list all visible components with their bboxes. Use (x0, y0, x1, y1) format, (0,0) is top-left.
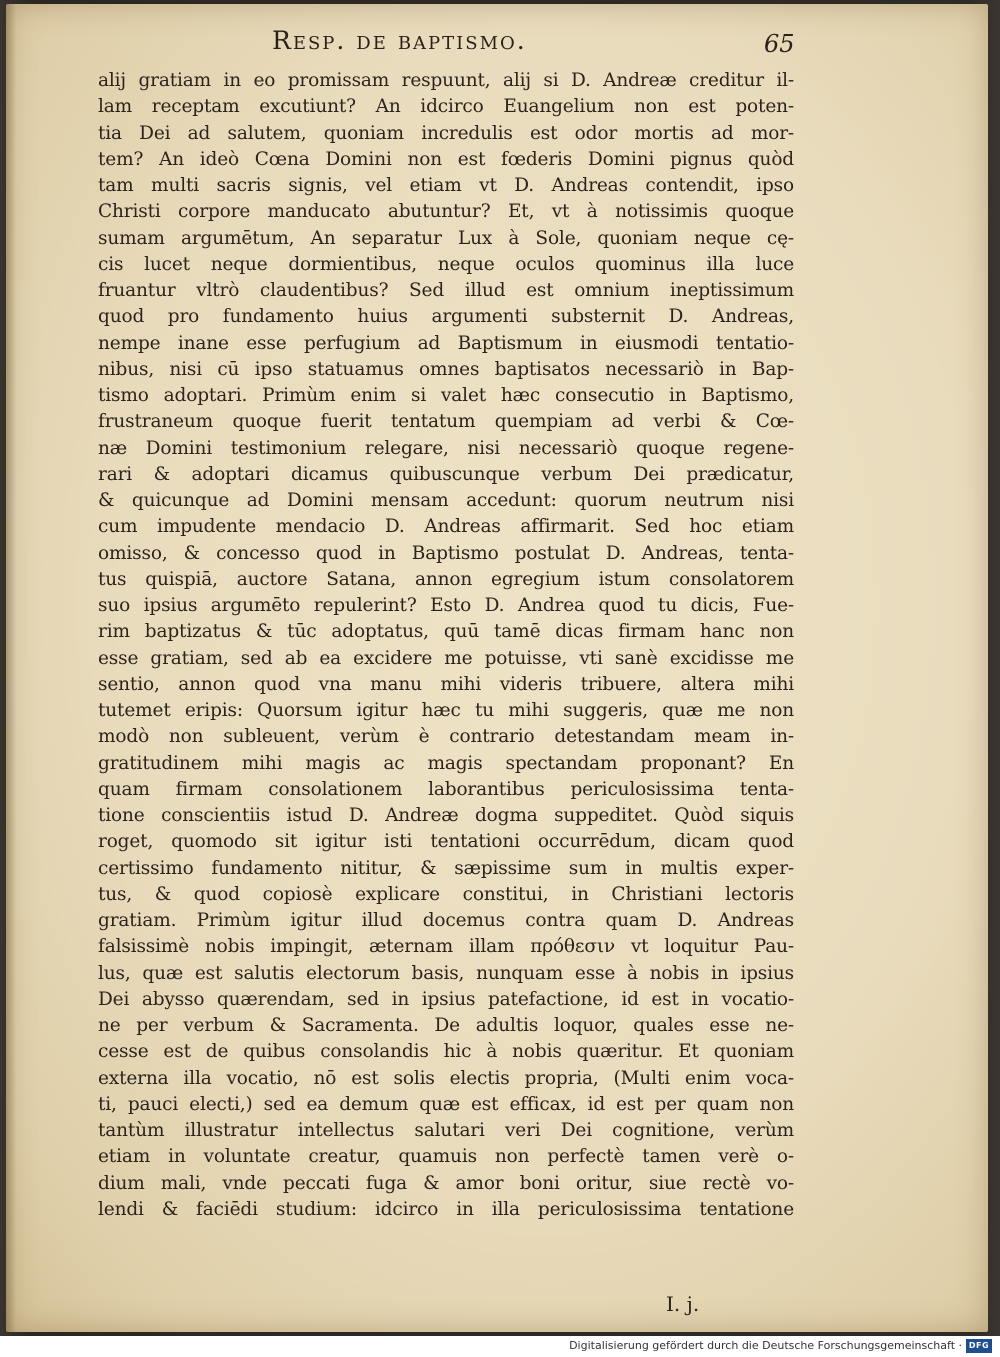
text-line: falsissimè nobis impingit, æternam illam πρόθεσιν vt loquitur Pau- (98, 936, 794, 958)
dfg-logo-icon: DFG (966, 1339, 992, 1353)
text-line: modò non subleuent, verùm è contrario detestandam meam in- (98, 726, 794, 748)
body-text (98, 68, 794, 1223)
text-line: rim baptizatus & tūc adoptatus, quū tamē dicas firmam hanc non (98, 621, 794, 643)
text-line: quam firmam consolationem laborantibus periculosissima tenta- (98, 778, 794, 800)
page-number: 65 (764, 30, 795, 58)
text-line: tia Dei ad salutem, quoniam incredulis est odor mortis ad mor- (98, 122, 794, 144)
text-line: cum impudente mendacio D. Andreas affirmarit. Sed hoc etiam (98, 516, 794, 538)
text-line: gratiam. Primùm igitur illud docemus contra quam D. Andreas (98, 910, 794, 931)
book-page (6, 4, 988, 1332)
signature-mark: I. j. (666, 1292, 700, 1316)
text-line: tem? An ideò Cœna Domini non est fœderis Domini pignus quòd (98, 148, 794, 170)
text-line: nempe inane esse perfugium ad Baptismum in eiusmodi tentatio- (98, 332, 794, 354)
text-line: etiam in voluntate creatur, quamuis non perfectè tamen verè o- (98, 1146, 794, 1168)
text-line: tutemet eripis: Quorsum igitur hæc tu mihi suggeris, quæ me non (98, 700, 794, 721)
running-title: Resp. de baptismo. (272, 26, 527, 55)
text-line: gratitudinem mihi magis ac magis spectandam proponant? En (98, 752, 794, 774)
text-line: & quicunque ad Domini mensam accedunt: quorum neutrum nisi (98, 490, 794, 511)
text-line: omisso, & concesso quod in Baptismo postulat D. Andreas, tenta- (98, 542, 794, 564)
text-line: lendi & faciēdi studium: idcirco in illa periculosissima tentatione (98, 1198, 794, 1220)
text-line: cesse est de quibus consolandis hic à nobis quæritur. Et quoniam (98, 1041, 794, 1063)
text-line: nibus, nisi cū ipso statuamus omnes baptisatos necessariò in Bap- (98, 358, 794, 380)
text-line: ne per verbum & Sacramenta. De adultis loquor, quales esse ne- (98, 1015, 794, 1036)
text-line: tam multi sacris signis, vel etiam vt D. Andreas contendit, ipso (98, 175, 794, 196)
text-line: alij gratiam in eo promissam respuunt, alij si D. Andreæ creditur il- (98, 70, 794, 91)
text-line: rari & adoptari dicamus quibuscunque verbum Dei prædicatur, (98, 463, 794, 485)
running-head (6, 26, 988, 62)
text-line: sentio, annon quod vna manu mihi videris tribuere, altera mihi (98, 673, 794, 695)
page-shadow (6, 4, 16, 1332)
text-line: lam receptam excutiunt? An idcirco Euangelium non est poten- (98, 96, 794, 118)
text-line: tus, & quod copiosè explicare constitui, in Christiani lectoris (98, 883, 794, 905)
text-line: externa illa vocatio, nō est solis electis propria, (Multi enim voca- (98, 1067, 794, 1089)
text-line: dium mali, vnde peccati fuga & amor boni oritur, siue rectè vo- (98, 1172, 794, 1194)
funding-credit: Digitalisierung gefördert durch die Deutsche Forschungsgemeinschaft · (569, 1339, 962, 1352)
text-line: roget, quomodo sit igitur isti tentationi occurrēdum, dicam quod (98, 831, 794, 853)
text-line: lus, quæ est salutis electorum basis, nunquam esse à nobis in ipsius (98, 962, 794, 984)
text-line: quod pro fundamento huius argumenti substernit D. Andreas, (98, 306, 794, 328)
text-line: fruantur vltrò claudentibus? Sed illud est omnium ineptissimum (98, 280, 794, 301)
text-line: Dei abysso quærendam, sed in ipsius patefactione, id est in vocatio- (98, 988, 794, 1010)
text-line: tione conscientiis istud D. Andreæ dogma suppeditet. Quòd siquis (98, 805, 794, 826)
text-line: esse gratiam, sed ab ea excidere me potuisse, vti sanè excidisse me (98, 647, 794, 669)
footer-bar (0, 1336, 1000, 1357)
text-line: cis lucet neque dormientibus, neque oculos quominus illa luce (98, 253, 794, 275)
text-line: tus quispiā, auctore Satana, annon egregium istum consolatorem (98, 568, 794, 590)
text-line: certissimo fundamento nititur, & sæpissime sum in multis exper- (98, 857, 794, 879)
text-line: tismo adoptari. Primùm enim si valet hæc consecutio in Baptismo, (98, 385, 794, 406)
text-line: sumam argumētum, An separatur Lux à Sole, quoniam neque cę- (98, 227, 794, 249)
text-line: suo ipsius argumēto repulerint? Esto D. Andrea quod tu dicis, Fue- (98, 595, 794, 616)
text-line: Christi corpore manducato abutuntur? Et, vt à notissimis quoque (98, 201, 794, 223)
text-line: ti, pauci electi,) sed ea demum quæ est efficax, id est per quam non (98, 1093, 794, 1115)
text-line: næ Domini testimonium relegare, nisi necessariò quoque regene- (98, 437, 794, 459)
text-line: frustraneum quoque fuerit tentatum quempiam ad verbi & Cœ- (98, 411, 794, 433)
text-line: tantùm illustratur intellectus salutari veri Dei cognitione, verùm (98, 1120, 794, 1141)
